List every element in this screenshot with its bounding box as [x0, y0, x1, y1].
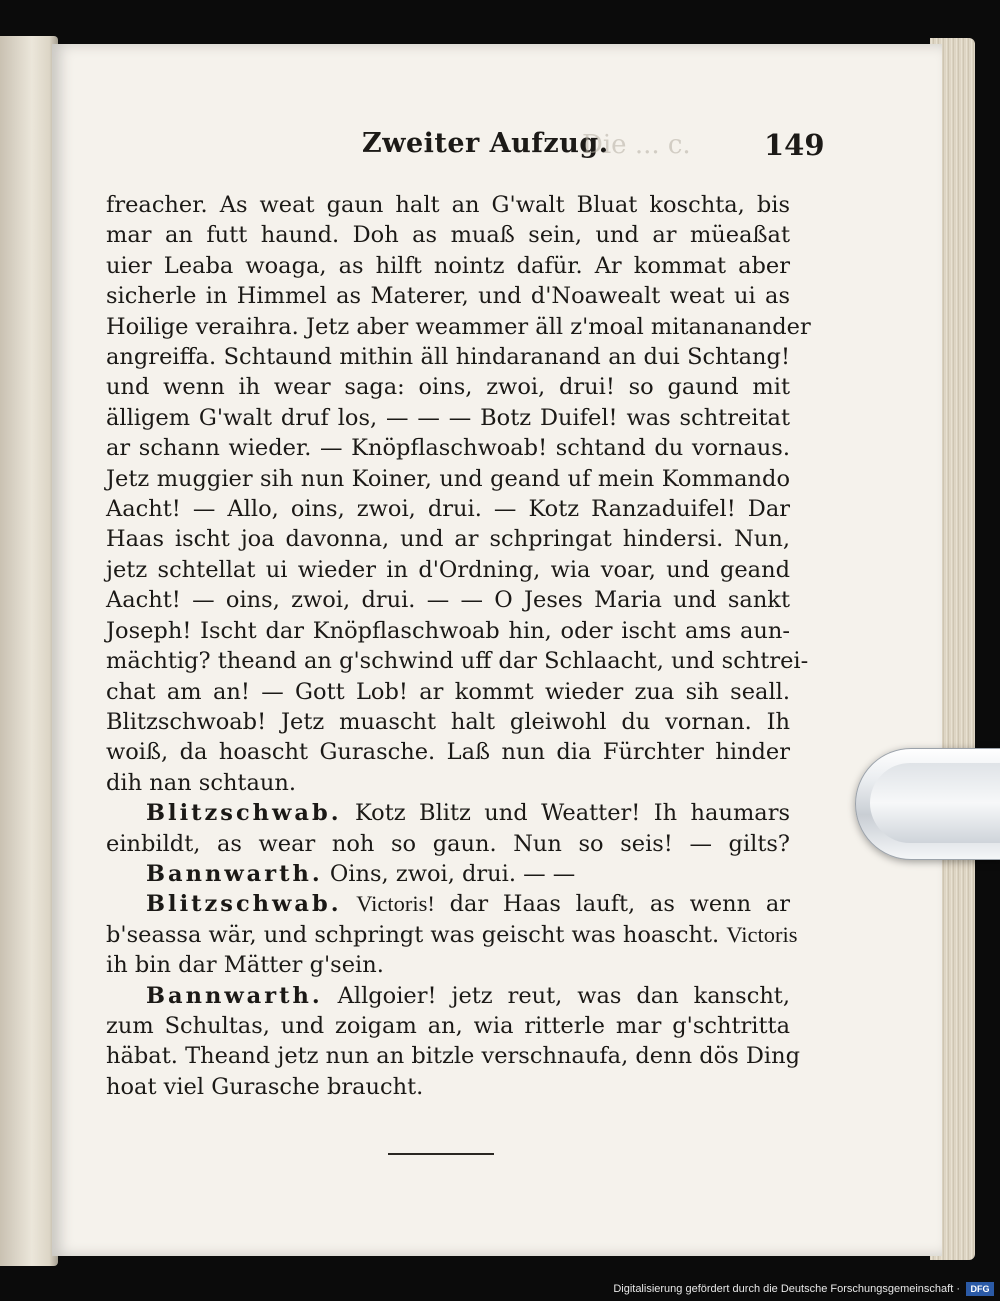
page-number: 149: [764, 128, 825, 162]
text-line: Blitzschwoab! Jetz muascht halt gleiwohl du vornan. Ih: [106, 708, 790, 735]
latin-word: Victoris: [726, 921, 798, 947]
text-line: Aacht! — Allo, oins, zwoi, drui. — Kotz Ranzaduifel! Dar: [106, 496, 790, 523]
book-clip: [855, 748, 1000, 860]
speech-text: Oins, zwoi, drui. — —: [329, 860, 576, 887]
speaker-name: Bannwarth.: [146, 982, 323, 1009]
speech-line: häbat. Theand jetz nun an bitzle verschnaufa, denn dös Ding: [106, 1043, 801, 1070]
book-clip-highlight: [870, 763, 1000, 843]
speech-line: [106, 798, 790, 828]
text-line: dih nan schtaun.: [106, 769, 297, 796]
end-rule: [388, 1153, 494, 1155]
speech-line: [106, 981, 790, 1011]
speech-line: einbildt, as wear noh so gaun. Nun so seis! — gilts?: [106, 830, 790, 857]
speech-text: b'seassa wär, und schpringt was geischt was hoascht.: [106, 921, 720, 948]
text-line: mar an futt haund. Doh as muaß sein, und ar müeaßat: [106, 222, 790, 249]
latin-word: Victoris!: [356, 891, 435, 917]
speaker-name: Blitzschwab.: [146, 891, 342, 918]
text-line: woiß, da hoascht Gurasche. Laß nun dia Fürchter hinder: [106, 739, 790, 766]
text-line: chat am an! — Gott Lob! ar kommt wieder zua sih seall.: [106, 678, 790, 705]
running-head: Zweiter Aufzug.: [362, 128, 609, 159]
speech-line: [106, 920, 798, 950]
speech-text: dar Haas lauft, as wenn ar: [449, 891, 791, 918]
speaker-name: Bannwarth.: [146, 860, 323, 887]
facing-page-edge: [0, 36, 58, 1266]
text-line: Hoilige veraihra. Jetz aber weammer äll z'moal mitananander: [106, 313, 811, 340]
speaker-name: Blitzschwab.: [146, 800, 342, 827]
text-line: sicherle in Himmel as Materer, und d'Noawealt weat ui as: [106, 283, 790, 310]
body-text: [106, 190, 811, 1102]
text-line: jetz schtellat ui wieder in d'Ordning, wia voar, und geand: [106, 556, 790, 583]
text-line: uier Leaba woaga, as hilft nointz dafür. Ar kommat aber: [106, 252, 790, 279]
footer-credit: Digitalisierung gefördert durch die Deutsche Forschungsgemeinschaft ·: [613, 1283, 960, 1295]
text-line: und wenn ih wear saga: oins, zwoi, drui! so gaund mit: [106, 374, 790, 401]
text-line: freacher. As weat gaun halt an G'walt Bluat koschta, bis: [106, 192, 790, 218]
dfg-logo: DFG: [966, 1282, 994, 1296]
digitization-footer: [0, 1278, 1000, 1301]
speech-text: Allgoier! jetz reut, was dan kanscht,: [337, 982, 790, 1009]
speech-line: [106, 859, 790, 889]
text-line: älligem G'walt druf los, — — — Botz Duifel! was schtreitat: [106, 404, 790, 431]
text-line: Aacht! — oins, zwoi, drui. — — O Jeses Maria und sankt: [106, 587, 790, 614]
text-line: angreiffa. Schtaund mithin äll hindaranand an dui Schtang!: [106, 344, 790, 371]
speech-line: [106, 889, 790, 919]
text-line: mächtig? theand an g'schwind uff dar Schlaacht, und schtrei-: [106, 648, 809, 675]
text-line: Joseph! Ischt dar Knöpflaschwoab hin, oder ischt ams aun-: [106, 617, 790, 644]
text-line: ar schann wieder. — Knöpflaschwoab! schtand du vornaus.: [106, 435, 790, 462]
text-line: Haas ischt joa davonna, und ar schpringat hindersi. Nun,: [106, 526, 790, 553]
speech-line: zum Schultas, und zoigam an, wia ritterle mar g'schtritta: [106, 1012, 790, 1039]
page-header: [52, 124, 942, 174]
speech-text: Kotz Blitz und Weatter! Ih haumars: [354, 800, 790, 827]
speech-line: ih bin dar Mätter g'sein.: [106, 952, 384, 979]
bleed-through-head: Die ... c.: [582, 130, 691, 160]
speech-line: hoat viel Gurasche braucht.: [106, 1073, 424, 1100]
text-line: Jetz muggier sih nun Koiner, und geand uf mein Kommando: [106, 465, 790, 492]
